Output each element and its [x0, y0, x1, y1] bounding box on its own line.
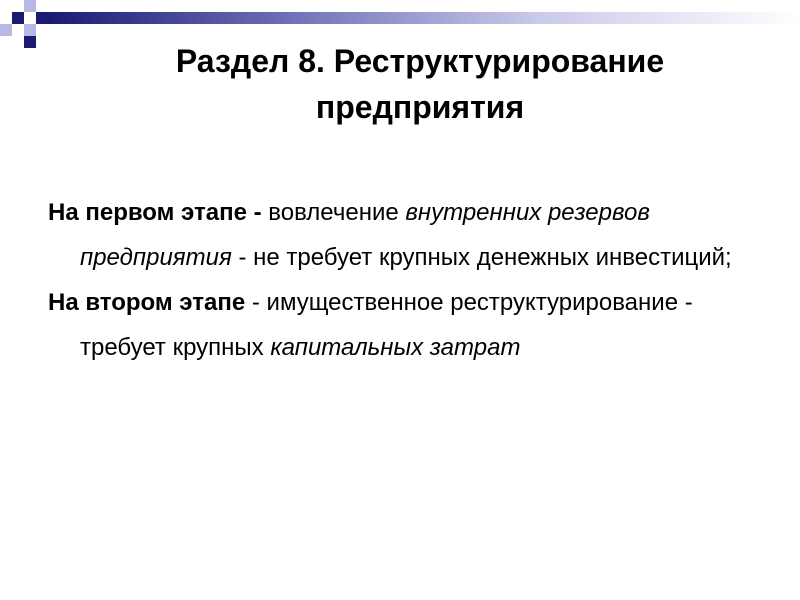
stage-1-italic: внутренних резервов предприятия — [80, 199, 650, 271]
slide-body — [48, 190, 768, 370]
stage-2-text-a: - имущественное реструктурирование - требует крупных — [80, 289, 693, 361]
stage-1-text-b: - не требует крупных денежных инвестиций; — [231, 244, 732, 271]
paragraph-stage-2 — [48, 280, 768, 370]
stage-1-dash: - — [246, 199, 269, 226]
paragraph-stage-1 — [48, 190, 768, 280]
decor-square — [12, 12, 24, 24]
title-line-2: предприятия — [315, 89, 525, 125]
decor-square — [24, 24, 36, 36]
decor-square — [24, 36, 36, 48]
title-line-1: Раздел 8. Реструктурирование — [175, 43, 665, 79]
stage-2-label: На втором этапе — [48, 289, 246, 316]
decor-square — [0, 24, 12, 36]
slide-title — [100, 38, 740, 130]
stage-1-text-a: вовлечение — [268, 199, 406, 226]
decor-square — [24, 0, 36, 12]
stage-2-italic: капитальных затрат — [270, 334, 521, 361]
stage-1-label: На первом этапе — [48, 199, 247, 226]
decor-square — [36, 12, 48, 24]
header-gradient-bar — [48, 12, 800, 24]
